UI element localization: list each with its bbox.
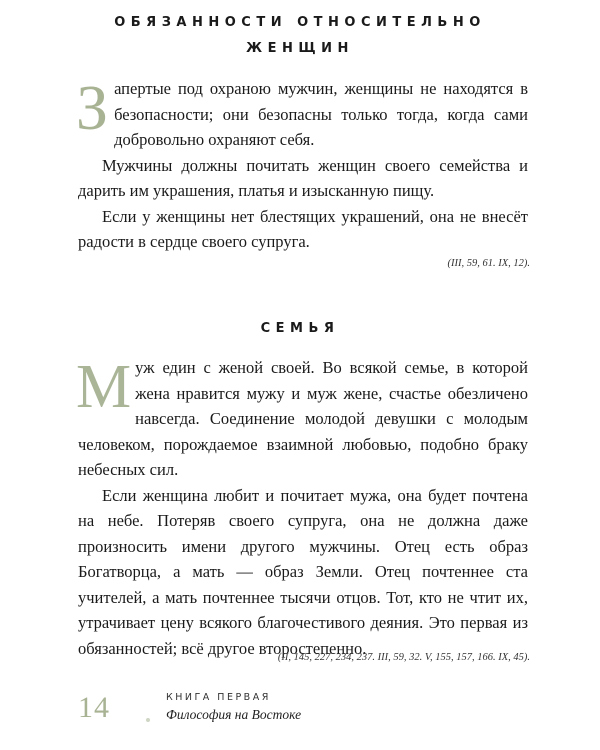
footer-dot-ornament (146, 718, 150, 722)
paragraph (78, 355, 528, 483)
section-title-line-2: ЖЕНЩИН (246, 41, 354, 56)
section-obligations-body (76, 72, 528, 255)
paragraph-text: уж един с женой своей. Во всякой семье, в которой жена нравится мужу и муж жене, счастье обезличено навсегда. Соединение молодой девушки с молодым человеком, порождаемое взаимной любовью, подобно браку небесных сил. (78, 358, 528, 479)
drop-cap-letter: М (76, 353, 132, 421)
paragraph: Мужчины должны почитать женщин своего семейства и дарить им украшения, платья и изысканную пищу. (78, 155, 528, 200)
page-footer (78, 688, 528, 738)
drop-cap-letter: З (76, 72, 109, 143)
paragraph (76, 72, 528, 153)
section-family-body (78, 355, 528, 661)
book-label: КНИГА ПЕРВАЯ (166, 692, 271, 703)
paragraph: Если женщина любит и почитает мужа, она будет почтена на небе. Потеряв своего супруга, она не должна даже произносить имени другого мужчины. Отец есть образ Богатворца, а мать — образ Земли. Отец почтеннее ста учителей, а мать почтеннее тысячи отцов. Тот, кто не чтит их, утрачивает цену всякого благочестивого деяния. Это первая из обязанностей; всё другое второстепенно. (78, 485, 528, 658)
page-number: 14 (78, 691, 110, 724)
source-reference: (III, 59, 61. IX, 12). (447, 258, 530, 269)
paragraph-text: апертые под охраною мужчин, женщины не находятся в безопасности; они безопасны только тогда, когда сами добровольно охраняют себя. (114, 79, 528, 149)
section-title-obligations (0, 10, 600, 62)
section-title-family: СЕМЬЯ (260, 321, 340, 336)
paragraph: Если у женщины нет блестящих украшений, она не внесёт радости в сердце своего супруга. (78, 206, 528, 251)
book-subtitle: Философия на Востоке (166, 707, 302, 722)
section-title-line-1: ОБЯЗАННОСТИ ОТНОСИТЕЛЬНО (114, 15, 486, 30)
source-reference: (II, 145, 227, 234, 237. III, 59, 32. V, 155, 157, 166. IX, 45). (277, 652, 530, 663)
